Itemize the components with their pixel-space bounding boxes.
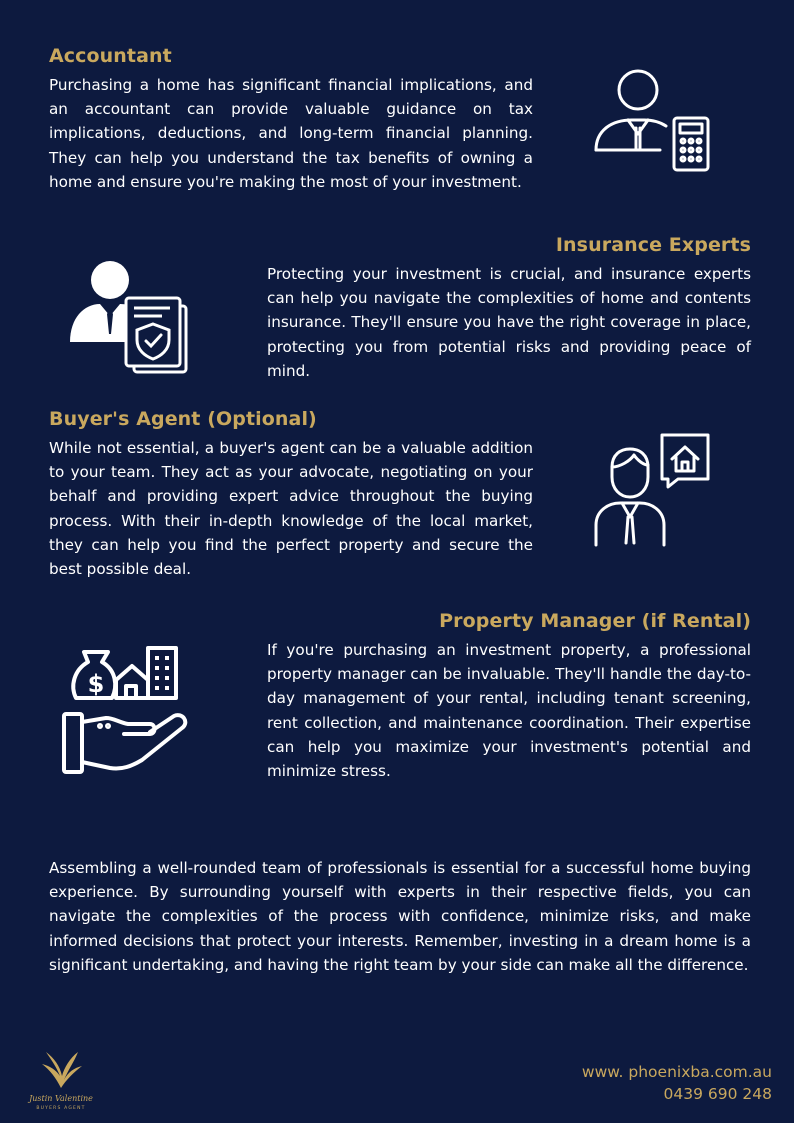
insurance-shield-icon [70,258,190,376]
buyers-agent-section [49,408,533,581]
svg-text:$: $ [87,670,105,698]
agent-house-speech-icon [594,433,714,549]
property-hand-icon [62,644,200,778]
property-manager-title: Property Manager (if Rental) [439,610,751,632]
logo [20,1048,102,1114]
buyers-agent-title: Buyer's Agent (Optional) [49,408,317,430]
insurance-body: Protecting your investment is crucial, and insurance experts can help you navigate the complexities of home and contents insurance. They'll ensure you have the right coverage in place, protecting you from potential risks and providing peace of mind. [267,265,751,380]
phone-number[interactable]: 0439 690 248 [663,1085,772,1103]
conclusion-body: Assembling a well-rounded team of professionals is essential for a successful home buying experience. By surrounding yourself with experts in their respective fields, you can navigate the complexities of the process with confidence, minimize risks, and make informed decisions that protect your interests. Remember, investing in a dream home is a significant undertaking, and having the right team by your side can make all the difference. [49,859,751,974]
buyers-agent-body: While not essential, a buyer's agent can be a valuable addition to your team. They act as your advocate, negotiating on your behalf and providing expert advice throughout the buying process. With their in-depth knowledge of the local market, they can help you find the perfect property and secure the best possible deal. [49,439,533,579]
footer-contact [582,1061,772,1105]
property-manager-body: If you're purchasing an investment property, a professional property manager can be invaluable. They'll handle the day-to-day management of your rental, including tenant screening, rent collection, and maintenance coordination. Their expertise can help you maximize your investment's potential and minimize stress. [267,641,751,781]
phoenix-logo-icon [20,1048,102,1094]
insurance-section [267,234,751,383]
accountant-calculator-icon [592,68,712,174]
accountant-title: Accountant [49,45,172,67]
logo-name: Justin Valentine [29,1094,93,1103]
conclusion-section [49,856,751,977]
accountant-section [49,45,533,194]
accountant-body: Purchasing a home has significant financial implications, and an accountant can provide valuable guidance on tax implications, deductions, and long-term financial planning. They can help you understand the tax benefits of owning a home and ensure you're making the most of your investment. [49,76,533,191]
website-link[interactable]: www. phoenixba.com.au [581,1063,772,1081]
insurance-title: Insurance Experts [555,234,751,256]
logo-subtitle: BUYERS AGENT [36,1106,86,1111]
property-manager-section [267,610,751,783]
